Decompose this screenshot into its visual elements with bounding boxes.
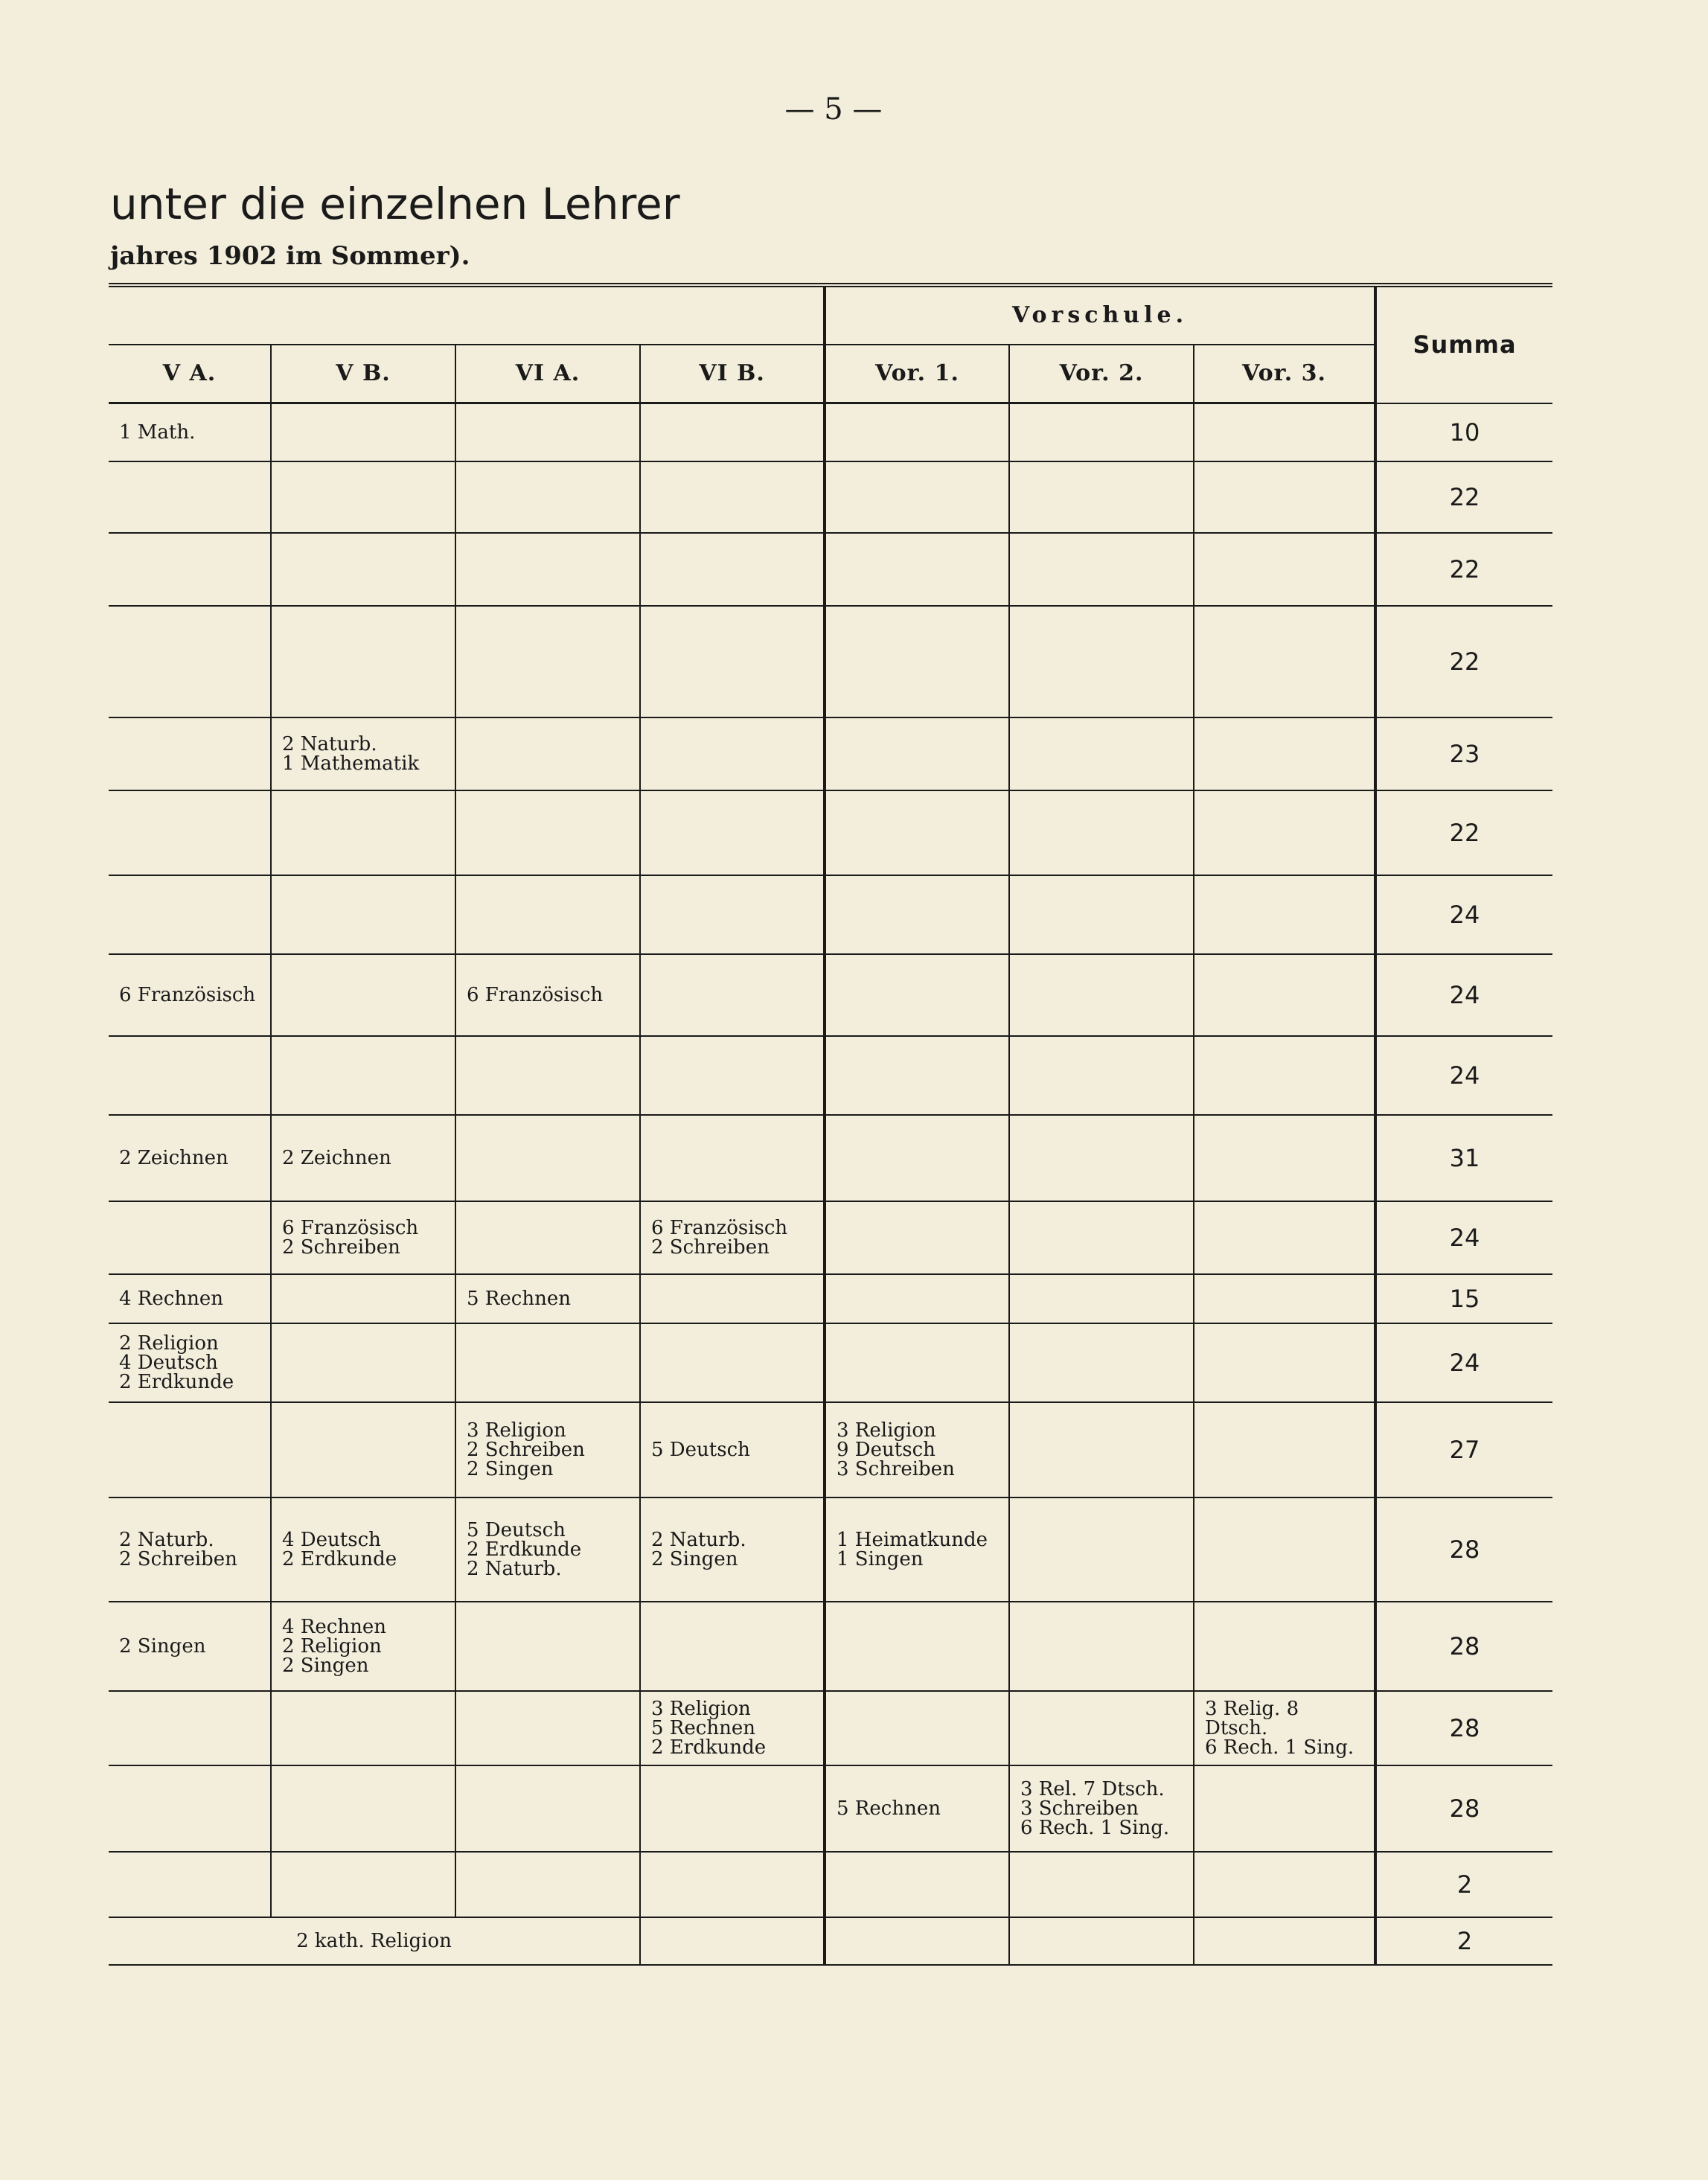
table-cell: 6 Französisch <box>455 954 640 1036</box>
table-cell <box>455 1115 640 1201</box>
table-row <box>109 461 1552 533</box>
table-cell <box>1009 1691 1194 1765</box>
table-cell <box>1194 717 1375 790</box>
table-row <box>109 1201 1552 1274</box>
table-cell <box>640 1274 825 1323</box>
table-cell <box>455 1691 640 1765</box>
table-cell <box>455 1201 640 1274</box>
table-cell: 2 Zeichnen <box>109 1115 271 1201</box>
table-cell <box>1194 1036 1375 1115</box>
table-cell <box>825 717 1009 790</box>
table-cell <box>825 954 1009 1036</box>
table-cell: 3 Relig. 8 Dtsch. 6 Rech. 1 Sing. <box>1194 1691 1375 1765</box>
table-row <box>109 1497 1552 1602</box>
table-cell <box>271 1036 455 1115</box>
table-row <box>109 533 1552 606</box>
summa-cell: 28 <box>1375 1765 1552 1852</box>
table-cell: 5 Deutsch 2 Erdkunde 2 Naturb. <box>455 1497 640 1602</box>
summa-cell: 24 <box>1375 1323 1552 1402</box>
table-cell <box>1194 1852 1375 1917</box>
summa-cell: 24 <box>1375 954 1552 1036</box>
table-cell <box>1194 1497 1375 1602</box>
summa-cell: 28 <box>1375 1602 1552 1691</box>
table-cell <box>1009 875 1194 954</box>
table-row <box>109 1115 1552 1201</box>
teacher-distribution-table <box>109 283 1552 1966</box>
table-row <box>109 1852 1552 1917</box>
table-cell <box>640 875 825 954</box>
table-cell <box>271 461 455 533</box>
column-header: Vor. 1. <box>825 345 1009 403</box>
column-header: V B. <box>271 345 455 403</box>
table-row <box>109 1274 1552 1323</box>
table-cell: 4 Rechnen 2 Religion 2 Singen <box>271 1602 455 1691</box>
table-cell <box>1009 403 1194 461</box>
summa-cell: 22 <box>1375 533 1552 606</box>
table-cell: 3 Religion 9 Deutsch 3 Schreiben <box>825 1402 1009 1497</box>
table-cell <box>640 533 825 606</box>
column-header: Vor. 2. <box>1009 345 1194 403</box>
table-cell <box>825 461 1009 533</box>
table-cell <box>455 1323 640 1402</box>
table-cell <box>1009 533 1194 606</box>
table-cell <box>640 1036 825 1115</box>
table-cell <box>455 1602 640 1691</box>
page-title: unter die einzelnen Lehrer <box>110 179 680 229</box>
table-cell <box>271 1852 455 1917</box>
summa-cell: 24 <box>1375 1036 1552 1115</box>
table-cell <box>1009 1497 1194 1602</box>
table-cell <box>271 533 455 606</box>
table-cell <box>1009 1274 1194 1323</box>
summa-cell: 2 <box>1375 1917 1552 1965</box>
table-cell <box>1009 461 1194 533</box>
summa-cell: 27 <box>1375 1402 1552 1497</box>
table-cell: 4 Rechnen <box>109 1274 271 1323</box>
vorschule-header: Vorschule. <box>825 285 1375 345</box>
summa-cell: 24 <box>1375 875 1552 954</box>
table-cell <box>455 790 640 875</box>
table-cell: 2 Naturb. 2 Schreiben <box>109 1497 271 1602</box>
table-cell <box>109 461 271 533</box>
summa-header: Summa <box>1375 285 1552 403</box>
table-cell <box>1194 1201 1375 1274</box>
table-cell <box>271 1323 455 1402</box>
table-row <box>109 1917 1552 1965</box>
summa-cell: 28 <box>1375 1691 1552 1765</box>
table-cell <box>825 1274 1009 1323</box>
table-cell <box>1009 1115 1194 1201</box>
table-row <box>109 1691 1552 1765</box>
table-cell <box>640 1852 825 1917</box>
table-cell: 3 Rel. 7 Dtsch. 3 Schreiben 6 Rech. 1 Sing. <box>1009 1765 1194 1852</box>
table-cell: 1 Heimatkunde 1 Singen <box>825 1497 1009 1602</box>
table-cell: 5 Deutsch <box>640 1402 825 1497</box>
table-cell <box>455 717 640 790</box>
table-cell <box>271 403 455 461</box>
table-cell <box>1009 1402 1194 1497</box>
table-row <box>109 875 1552 954</box>
table-cell: 5 Rechnen <box>455 1274 640 1323</box>
table-cell <box>825 790 1009 875</box>
table-cell <box>1194 403 1375 461</box>
table-cell: 2 Zeichnen <box>271 1115 455 1201</box>
table-cell <box>825 1602 1009 1691</box>
table-cell <box>271 1765 455 1852</box>
table-row <box>109 790 1552 875</box>
table-cell <box>640 1602 825 1691</box>
column-header: VI A. <box>455 345 640 403</box>
table-cell <box>109 533 271 606</box>
summa-cell: 22 <box>1375 461 1552 533</box>
table-cell <box>109 1765 271 1852</box>
table-cell <box>640 403 825 461</box>
column-header: V A. <box>109 345 271 403</box>
table-cell <box>455 1765 640 1852</box>
table-cell: 2 Religion 4 Deutsch 2 Erdkunde <box>109 1323 271 1402</box>
table-cell <box>640 954 825 1036</box>
table-cell <box>455 461 640 533</box>
table-cell <box>271 954 455 1036</box>
table-cell: 2 Naturb. 2 Singen <box>640 1497 825 1602</box>
table-cell <box>1194 461 1375 533</box>
summa-cell: 10 <box>1375 403 1552 461</box>
table-cell <box>109 875 271 954</box>
table-cell <box>1009 790 1194 875</box>
table-row <box>109 1036 1552 1115</box>
table-cell <box>825 533 1009 606</box>
table-cell <box>109 1852 271 1917</box>
bracket-note-text: 2 kath. Religion <box>296 1929 452 1952</box>
table-cell <box>1009 1602 1194 1691</box>
table-cell <box>825 606 1009 717</box>
table-row <box>109 1602 1552 1691</box>
table-cell <box>825 403 1009 461</box>
table-cell <box>825 1115 1009 1201</box>
table-cell <box>455 403 640 461</box>
summa-cell: 31 <box>1375 1115 1552 1201</box>
table-cell <box>1194 1602 1375 1691</box>
table-cell <box>455 1852 640 1917</box>
summa-cell: 2 <box>1375 1852 1552 1917</box>
table-cell: 1 Math. <box>109 403 271 461</box>
summa-cell: 15 <box>1375 1274 1552 1323</box>
table-cell <box>271 606 455 717</box>
table-cell <box>825 1691 1009 1765</box>
table-row <box>109 606 1552 717</box>
table-cell <box>1194 606 1375 717</box>
table-cell <box>1009 1036 1194 1115</box>
table-cell <box>455 606 640 717</box>
table-cell <box>271 1274 455 1323</box>
column-header-row <box>109 345 1552 403</box>
table-cell <box>1009 1917 1194 1965</box>
page-subtitle: jahres 1902 im Sommer). <box>110 241 470 271</box>
table-body <box>109 403 1552 1965</box>
table-row <box>109 1765 1552 1852</box>
summa-cell: 23 <box>1375 717 1552 790</box>
table-cell: 2 Singen <box>109 1602 271 1691</box>
table-cell <box>271 1402 455 1497</box>
table-cell <box>1194 875 1375 954</box>
table-cell <box>271 1691 455 1765</box>
table-cell <box>640 1323 825 1402</box>
table-cell <box>640 1917 825 1965</box>
table-cell <box>271 790 455 875</box>
table-cell <box>109 790 271 875</box>
table-cell <box>1194 533 1375 606</box>
table-cell <box>825 1036 1009 1115</box>
table-row <box>109 717 1552 790</box>
table-cell <box>455 875 640 954</box>
summa-cell: 24 <box>1375 1201 1552 1274</box>
table-cell <box>1194 1323 1375 1402</box>
table-cell <box>640 790 825 875</box>
table-cell <box>640 461 825 533</box>
table-cell <box>1009 954 1194 1036</box>
table-cell: 3 Religion 2 Schreiben 2 Singen <box>455 1402 640 1497</box>
table-cell <box>825 1201 1009 1274</box>
table-cell <box>1009 606 1194 717</box>
table-cell <box>455 1036 640 1115</box>
table-cell <box>109 1402 271 1497</box>
table-cell <box>1194 1917 1375 1965</box>
column-header: Vor. 3. <box>1194 345 1375 403</box>
table-cell <box>1194 790 1375 875</box>
table-cell <box>640 606 825 717</box>
table-cell: 6 Französisch <box>109 954 271 1036</box>
table-cell: 4 Deutsch 2 Erdkunde <box>271 1497 455 1602</box>
table-cell <box>109 1036 271 1115</box>
table-row <box>109 954 1552 1036</box>
table-cell: 2 Naturb. 1 Mathematik <box>271 717 455 790</box>
table-cell <box>1194 1274 1375 1323</box>
table-cell <box>640 1765 825 1852</box>
table-cell <box>109 1691 271 1765</box>
table-cell <box>1009 717 1194 790</box>
table-cell: 6 Französisch 2 Schreiben <box>271 1201 455 1274</box>
summa-cell: 28 <box>1375 1497 1552 1602</box>
table-cell: 5 Rechnen <box>825 1765 1009 1852</box>
summa-cell: 22 <box>1375 606 1552 717</box>
header-blank <box>109 285 825 345</box>
table-cell <box>825 875 1009 954</box>
table-cell: 6 Französisch 2 Schreiben <box>640 1201 825 1274</box>
table-cell <box>1009 1852 1194 1917</box>
table-cell <box>109 1917 640 1965</box>
summa-cell: 22 <box>1375 790 1552 875</box>
table-cell <box>109 1201 271 1274</box>
table-cell <box>640 717 825 790</box>
table-cell <box>825 1852 1009 1917</box>
table-cell <box>640 1115 825 1201</box>
table-cell <box>1194 1402 1375 1497</box>
table-row <box>109 1323 1552 1402</box>
table-row <box>109 403 1552 461</box>
page-number: — 5 — <box>784 92 883 127</box>
table-cell <box>109 717 271 790</box>
table-cell: 3 Religion 5 Rechnen 2 Erdkunde <box>640 1691 825 1765</box>
table-cell <box>455 533 640 606</box>
table-cell <box>1194 1115 1375 1201</box>
table-cell <box>271 875 455 954</box>
table-cell <box>109 606 271 717</box>
column-header: VI B. <box>640 345 825 403</box>
table-cell <box>1009 1323 1194 1402</box>
table-cell <box>825 1917 1009 1965</box>
table-cell <box>1194 1765 1375 1852</box>
vorschule-header-row <box>109 285 1552 345</box>
table-row <box>109 1402 1552 1497</box>
table-cell <box>825 1323 1009 1402</box>
table-cell <box>1194 954 1375 1036</box>
table-cell <box>1009 1201 1194 1274</box>
